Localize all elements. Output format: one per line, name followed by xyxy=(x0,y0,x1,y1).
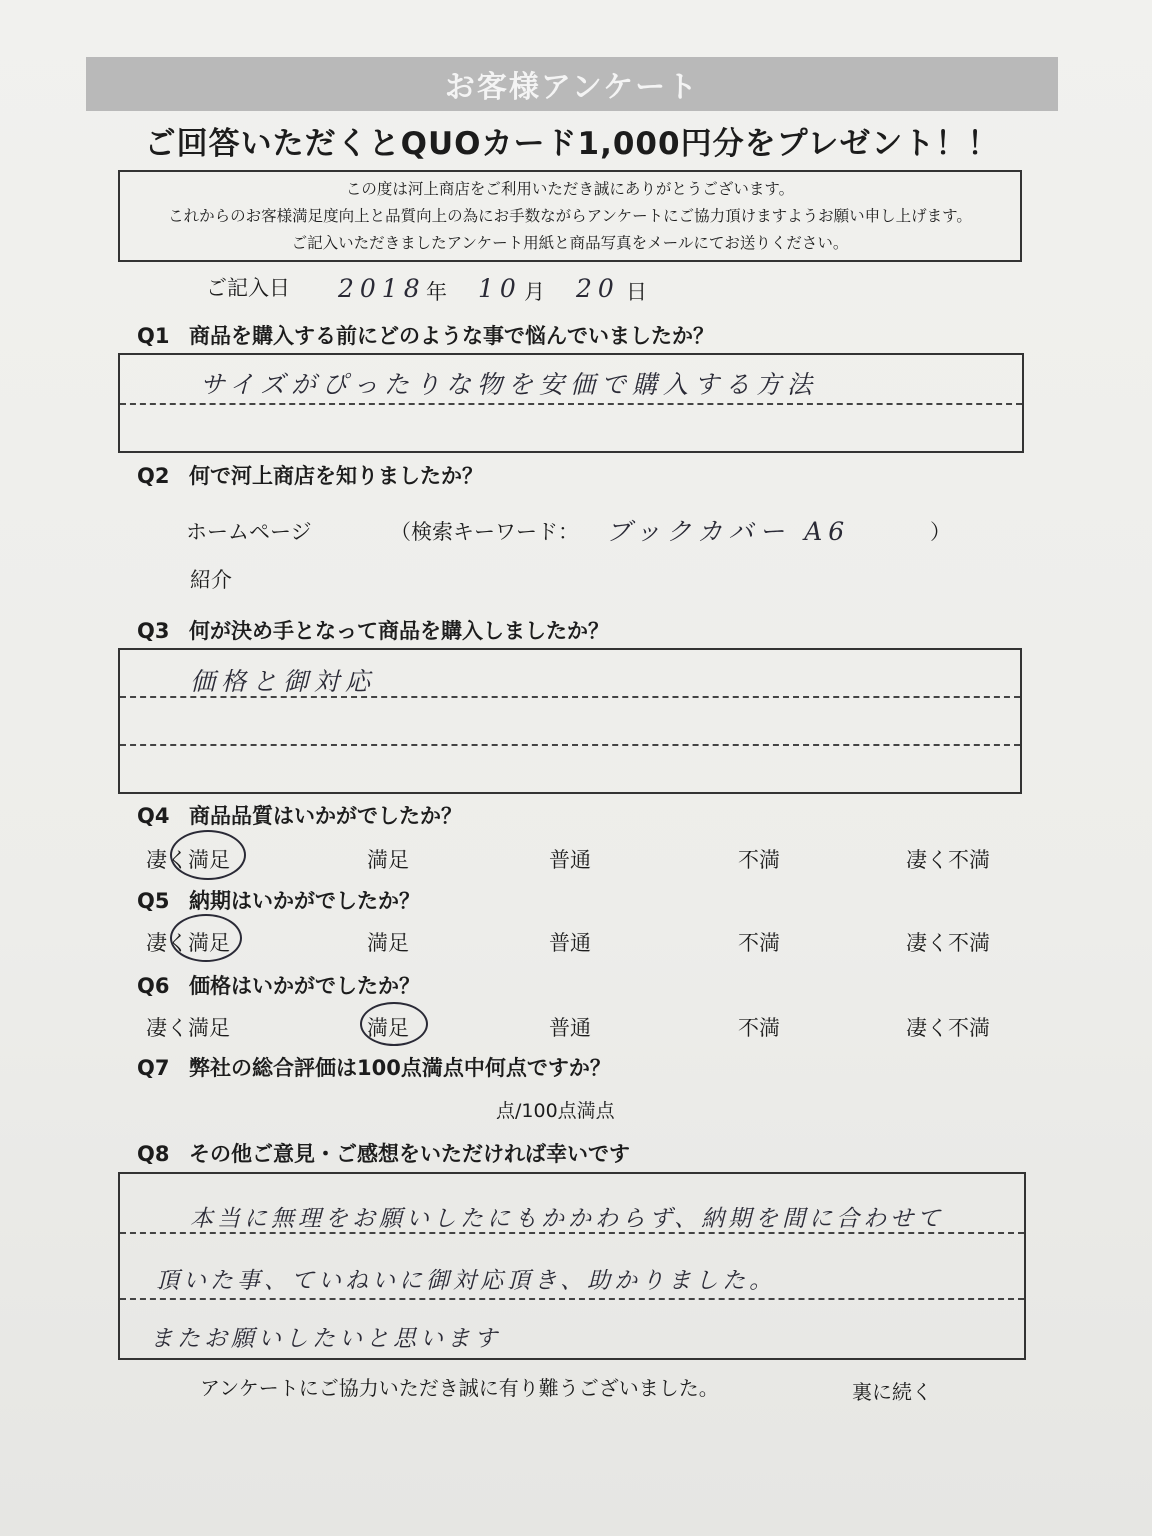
answer-rule xyxy=(120,1298,1024,1300)
q5-option-very-dissatisfied[interactable]: 凄く不満 xyxy=(906,931,990,955)
q6-option-very-dissatisfied[interactable]: 凄く不満 xyxy=(906,1016,990,1040)
date-month[interactable]: 10 xyxy=(478,274,522,303)
q4-option-very-dissatisfied[interactable]: 凄く不満 xyxy=(906,848,990,872)
q2-keyword-value[interactable]: ブックカバー A6 xyxy=(606,517,851,546)
q5-number: Q5 xyxy=(137,889,170,913)
footer-thanks: アンケートにご協力いただき誠に有り難うございました。 xyxy=(200,1376,719,1400)
q1-text: 商品を購入する前にどのような事で悩んでいましたか？ xyxy=(189,324,714,348)
present-subtitle: ご回答いただくとQUOカード1,000円分をプレゼント！！ xyxy=(144,126,1000,162)
q8-answer-line-1: 本当に無理をお願いしたにもかかわらず、納期を間に合わせて xyxy=(190,1206,945,1232)
q6-heading xyxy=(137,970,420,1000)
q6-option-satisfied[interactable]: 満足 xyxy=(367,1016,409,1040)
answer-rule xyxy=(120,744,1020,746)
q8-text: その他ご意見・ご感想をいただければ幸いです xyxy=(189,1142,630,1166)
date-day-unit: 日 xyxy=(626,280,647,304)
q7-score-suffix: 点/100点満点 xyxy=(496,1100,615,1122)
date-day[interactable]: 20 xyxy=(576,274,620,303)
intro-line: この度は河上商店をご利用いただき誠にありがとうございます。 xyxy=(345,179,795,198)
q2-number: Q2 xyxy=(137,464,170,488)
q8-heading xyxy=(137,1138,630,1168)
q1-heading xyxy=(137,320,714,350)
answer-rule xyxy=(120,403,1022,405)
q2-text: 何で河上商店を知りましたか？ xyxy=(189,464,483,488)
intro-box xyxy=(118,170,1022,262)
footer-continued: 裏に続く xyxy=(852,1380,932,1404)
intro-line: これからのお客様満足度向上と品質向上の為にお手数ながらアンケートにご協力頂けますようお願い申し上げます。 xyxy=(168,206,972,225)
q4-option-very-satisfied[interactable]: 凄く満足 xyxy=(146,848,230,872)
q5-option-dissatisfied[interactable]: 不満 xyxy=(738,931,780,955)
q5-option-very-satisfied[interactable]: 凄く満足 xyxy=(146,931,230,955)
q8-answer-line-3: またお願いしたいと思います xyxy=(150,1326,501,1352)
q2-heading xyxy=(137,460,483,490)
q3-answer-box[interactable] xyxy=(118,648,1022,794)
q5-text: 納期はいかがでしたか？ xyxy=(189,889,420,913)
q2-keyword-label: （検索キーワード： xyxy=(390,520,579,544)
q5-heading xyxy=(137,885,420,915)
q5-option-neutral[interactable]: 普通 xyxy=(549,931,591,955)
q8-answer-box[interactable] xyxy=(118,1172,1026,1360)
q4-heading xyxy=(137,800,462,830)
q3-heading xyxy=(137,615,609,645)
q8-answer-line-2: 頂いた事、ていねいに御対応頂き、助かりました。 xyxy=(156,1268,777,1294)
survey-title: お客様アンケート xyxy=(444,70,700,105)
date-label: ご記入日 xyxy=(206,276,290,300)
q6-option-dissatisfied[interactable]: 不満 xyxy=(738,1016,780,1040)
q7-text: 弊社の総合評価は100点満点中何点ですか？ xyxy=(189,1056,611,1080)
q5-option-satisfied[interactable]: 満足 xyxy=(367,931,409,955)
q6-text: 価格はいかがでしたか？ xyxy=(189,974,420,998)
q6-option-very-satisfied[interactable]: 凄く満足 xyxy=(146,1016,230,1040)
q7-heading xyxy=(137,1052,611,1082)
q1-number: Q1 xyxy=(137,324,170,348)
q2-referral-option: 紹介 xyxy=(190,568,232,592)
q3-answer: 価格と御対応 xyxy=(190,667,377,696)
q6-option-neutral[interactable]: 普通 xyxy=(549,1016,591,1040)
q3-number: Q3 xyxy=(137,619,170,643)
q4-option-satisfied[interactable]: 満足 xyxy=(367,848,409,872)
q4-option-dissatisfied[interactable]: 不満 xyxy=(738,848,780,872)
q8-number: Q8 xyxy=(137,1142,170,1166)
date-year[interactable]: 2018 xyxy=(338,274,426,303)
q2-homepage-option: ホームページ xyxy=(186,520,312,544)
date-month-unit: 月 xyxy=(524,280,545,304)
q1-answer-box[interactable] xyxy=(118,353,1024,453)
q4-option-neutral[interactable]: 普通 xyxy=(549,848,591,872)
q1-answer: サイズがぴったりな物を安価で購入する方法 xyxy=(200,370,819,399)
intro-line: ご記入いただきましたアンケート用紙と商品写真をメールにてお送りください。 xyxy=(291,233,849,252)
q6-number: Q6 xyxy=(137,974,170,998)
date-year-unit: 年 xyxy=(426,280,447,304)
q3-text: 何が決め手となって商品を購入しましたか？ xyxy=(189,619,609,643)
q7-number: Q7 xyxy=(137,1056,170,1080)
q4-text: 商品品質はいかがでしたか？ xyxy=(189,804,462,828)
title-banner xyxy=(86,57,1058,111)
q4-number: Q4 xyxy=(137,804,170,828)
q2-keyword-close: ） xyxy=(930,520,951,544)
